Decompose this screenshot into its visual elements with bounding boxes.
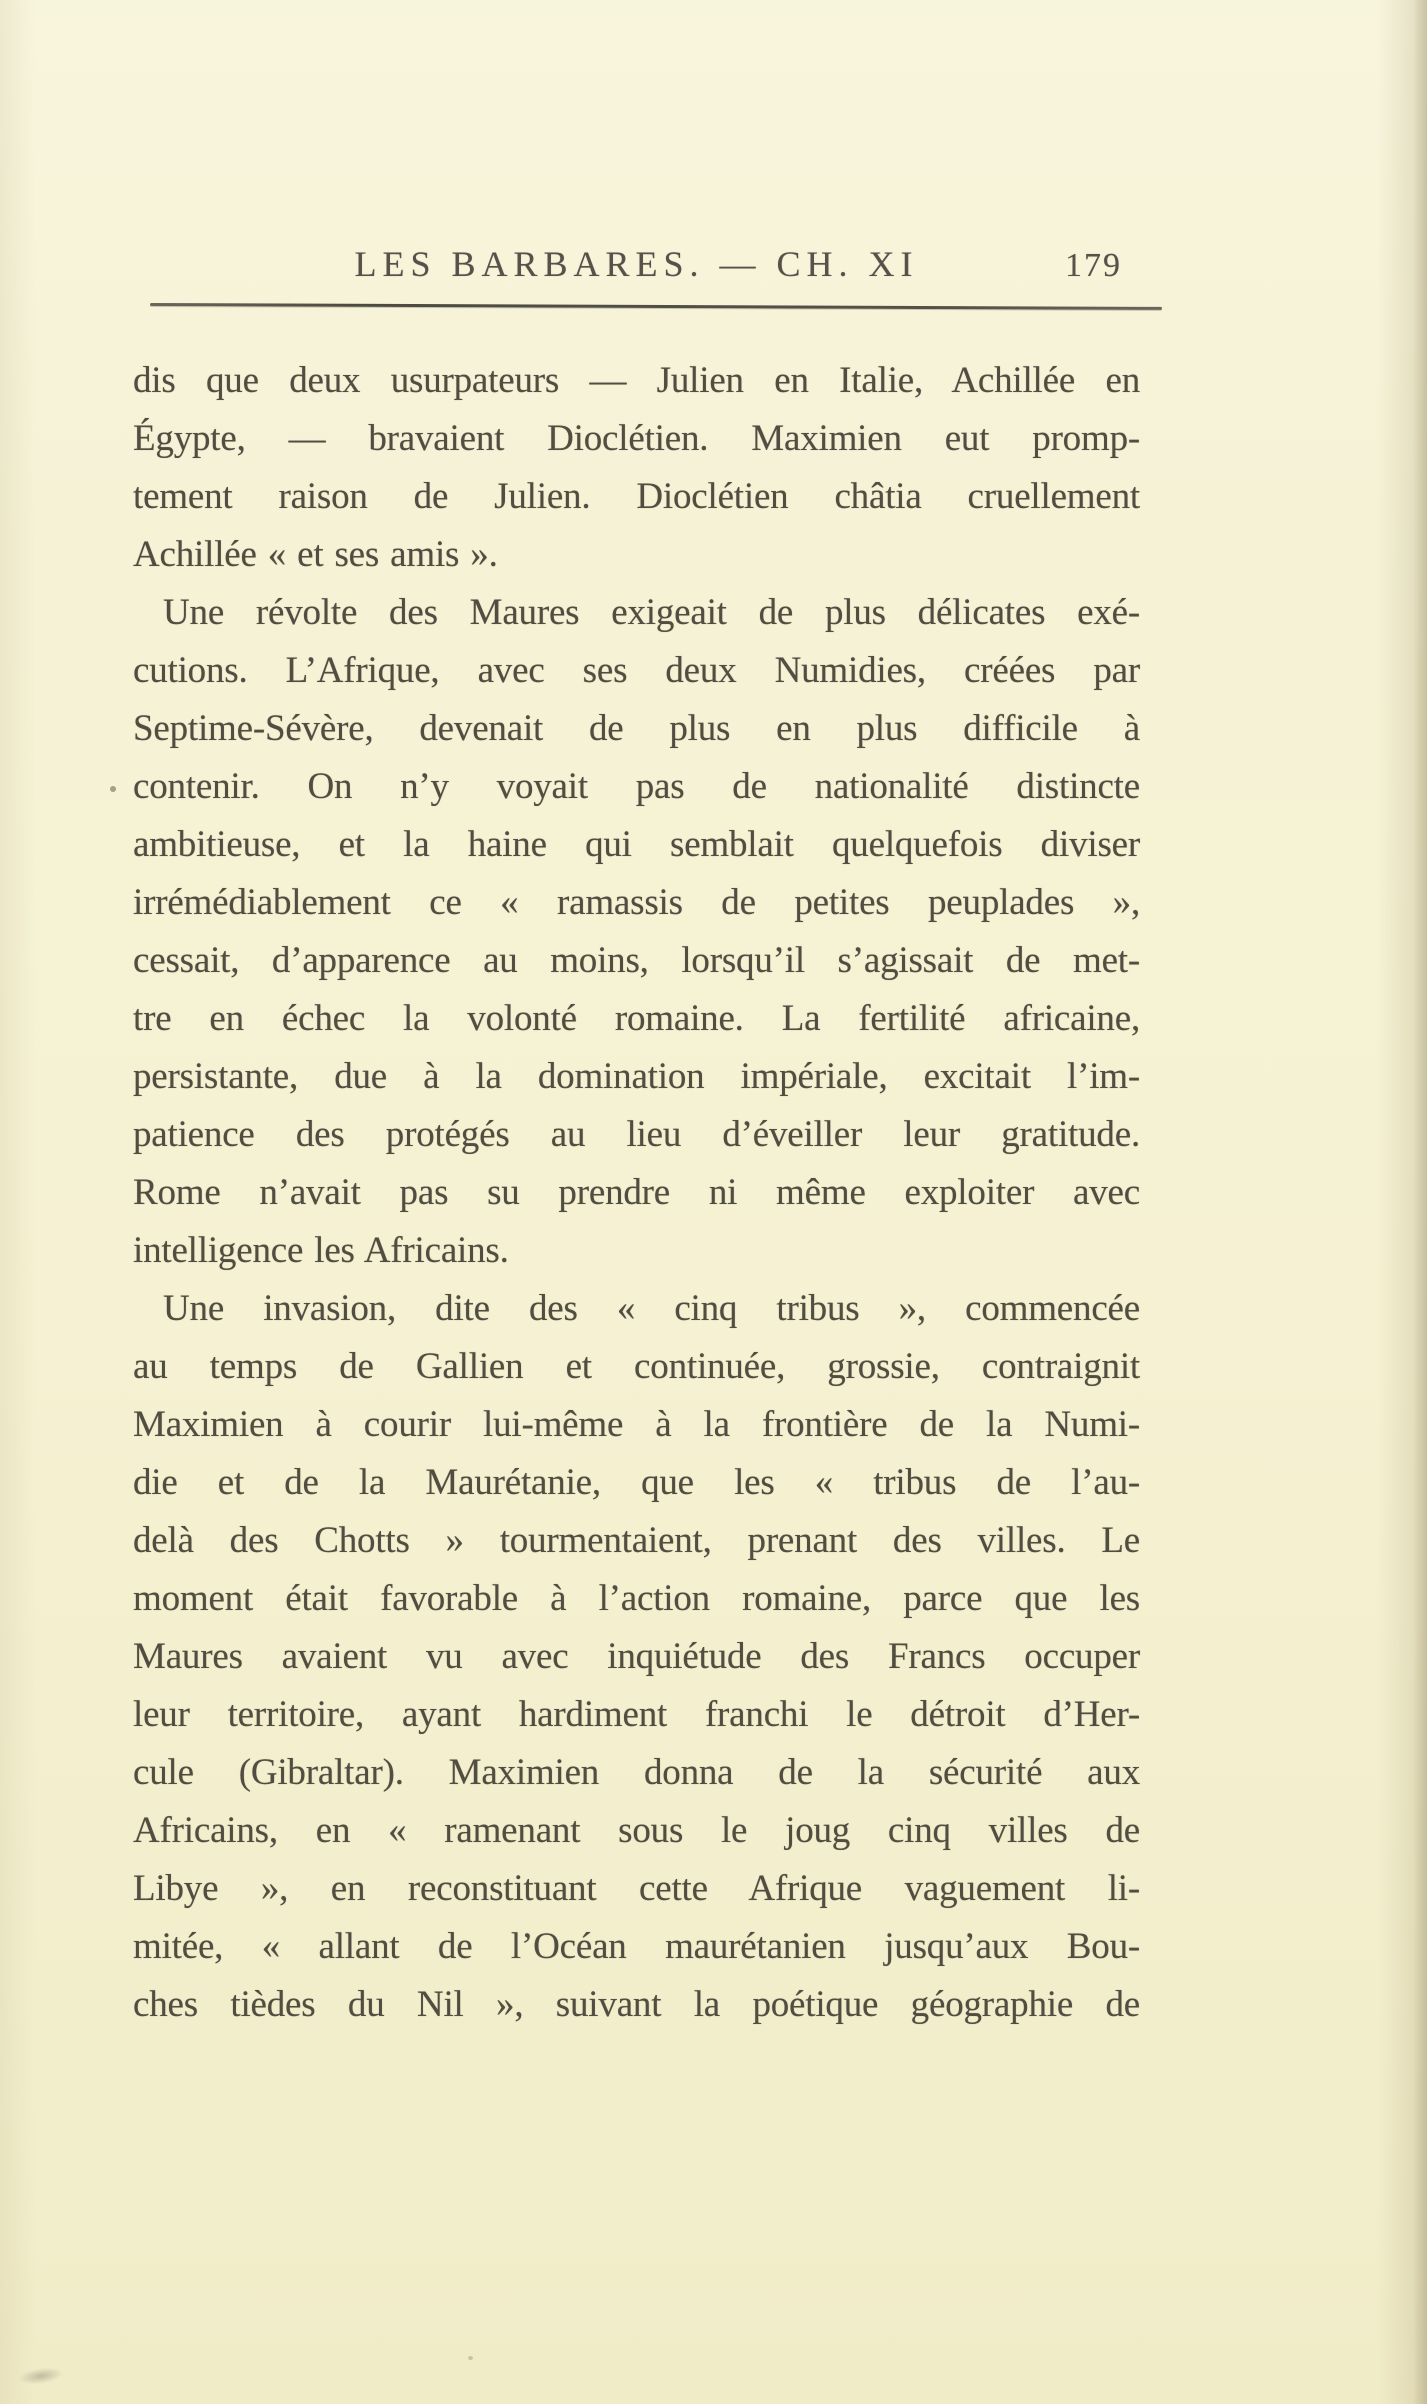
text-line: persistante, due à la domination impériale, excitait l’im-	[133, 1056, 1140, 1097]
text-line: irrémédiablement ce « ramassis de petites peuplades »,	[133, 882, 1140, 923]
text-line: Libye », en reconstituant cette Afrique vaguement li-	[133, 1868, 1140, 1909]
margin-speck	[110, 786, 116, 792]
text-line: cule (Gibraltar). Maximien donna de la sécurité aux	[133, 1752, 1140, 1793]
text-line: Achillée « et ses amis ».	[133, 534, 498, 575]
text-line: moment était favorable à l’action romaine, parce que les	[133, 1578, 1140, 1619]
text-line: cutions. L’Afrique, avec ses deux Numidies, créées par	[133, 650, 1140, 691]
text-line: tre en échec la volonté romaine. La fertilité africaine,	[133, 998, 1140, 1039]
text-block	[133, 352, 1140, 2034]
text-line: Une révolte des Maures exigeait de plus délicates exé-	[163, 592, 1140, 633]
running-head	[133, 243, 1140, 297]
text-line: die et de la Maurétanie, que les « tribus de l’au-	[133, 1462, 1140, 1503]
page-edge-shadow	[1413, 0, 1427, 2404]
bottom-speck	[468, 2356, 473, 2360]
text-line: Africains, en « ramenant sous le joug cinq villes de	[133, 1810, 1140, 1851]
text-line: dis que deux usurpateurs — Julien en Italie, Achillée en	[133, 360, 1140, 401]
text-line: cessait, d’apparence au moins, lorsqu’il s’agissait de met-	[133, 940, 1140, 981]
text-line: au temps de Gallien et continuée, grossie, contraignit	[133, 1346, 1140, 1387]
running-title: LES BARBARES. — CH. XI	[354, 244, 919, 284]
text-line: patience des protégés au lieu d’éveiller leur gratitude.	[133, 1114, 1140, 1155]
text-line: Rome n’avait pas su prendre ni même exploiter avec	[133, 1172, 1140, 1213]
text-line: leur territoire, ayant hardiment franchi le détroit d’Her-	[133, 1694, 1140, 1735]
text-line: delà des Chotts » tourmentaient, prenant des villes. Le	[133, 1520, 1140, 1561]
page-number: 179	[1065, 247, 1122, 284]
text-line: Maures avaient vu avec inquiétude des Francs occuper	[133, 1636, 1140, 1677]
text-line: intelligence les Africains.	[133, 1230, 509, 1271]
text-line: Maximien à courir lui-même à la frontière de la Numi-	[133, 1404, 1140, 1445]
text-line: mitée, « allant de l’Océan maurétanien jusqu’aux Bou-	[133, 1926, 1140, 1967]
text-line: ambitieuse, et la haine qui semblait quelquefois diviser	[133, 824, 1140, 865]
text-line: ches tièdes du Nil », suivant la poétique géographie de	[133, 1984, 1140, 2025]
text-line: Septime-Sévère, devenait de plus en plus difficile à	[133, 708, 1140, 749]
header-rule-divider	[150, 303, 1162, 310]
text-line: tement raison de Julien. Dioclétien châtia cruellement	[133, 476, 1140, 517]
scan-smudge	[17, 2365, 65, 2387]
text-line: Une invasion, dite des « cinq tribus », commencée	[163, 1288, 1140, 1329]
text-line: Égypte, — bravaient Dioclétien. Maximien eut promp-	[133, 418, 1140, 459]
text-line: contenir. On n’y voyait pas de nationalité distincte	[133, 766, 1140, 807]
